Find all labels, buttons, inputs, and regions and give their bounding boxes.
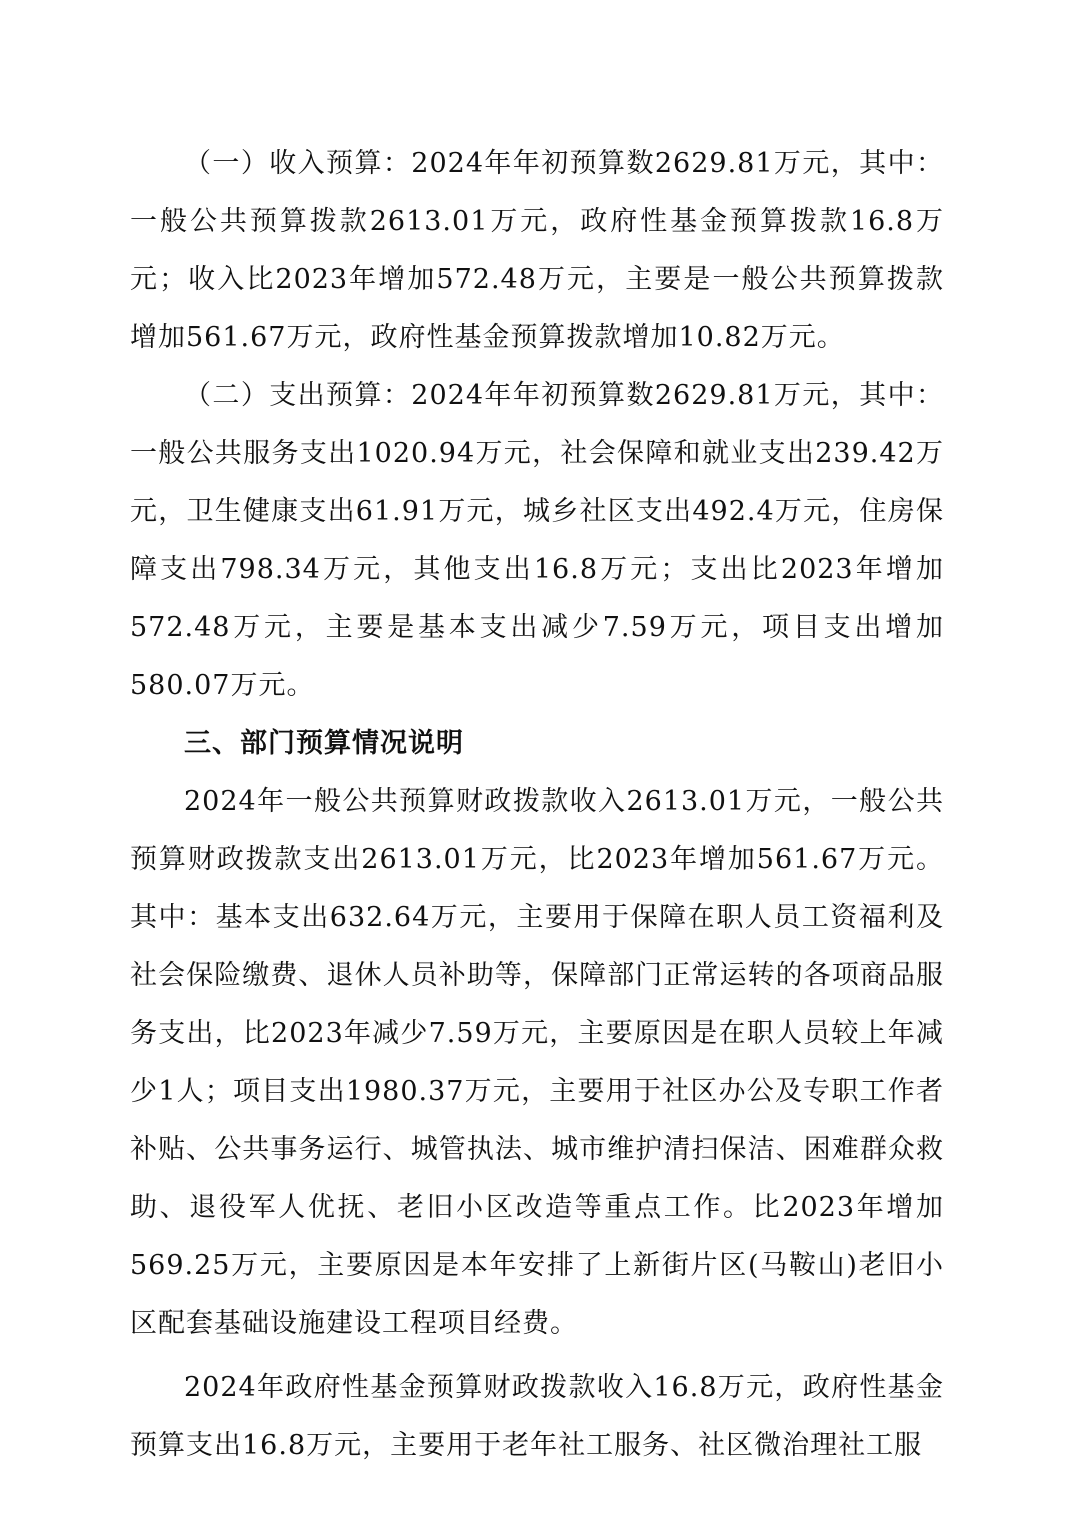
expense-budget-paragraph: （二）支出预算：2024年年初预算数2629.81万元，其中：一般公共服务支出1020.94万元，社会保障和就业支出239.42万元，卫生健康支出61.91万元，城乡社区支出492.4万元，住房保障支出798.34万元，其他支出16.8万元；支出比2023年增加572.48万元，主要是基本支出减少7.59万元，项目支出增加580.07万元。 <box>130 380 944 701</box>
section-heading: 三、部门预算情况说明 <box>184 728 464 759</box>
income-budget-paragraph: （一）收入预算：2024年年初预算数2629.81万元，其中：一般公共预算拨款2613.01万元，政府性基金预算拨款16.8万元；收入比2023年增加572.48万元，主要是一般公共预算拨款增加561.67万元，政府性基金预算拨款增加10.82万元。 <box>130 148 944 353</box>
document-body <box>130 135 944 1475</box>
general-budget-paragraph: 2024年一般公共预算财政拨款收入2613.01万元，一般公共预算财政拨款支出2613.01万元，比2023年增加561.67万元。其中：基本支出632.64万元，主要用于保障在职人员工资福利及社会保险缴费、退休人员补助等，保障部门正常运转的各项商品服务支出，比2023年减少7.59万元，主要原因是在职人员较上年减少1人；项目支出1980.37万元，主要用于社区办公及专职工作者补贴、公共事务运行、城管执法、城市维护清扫保洁、困难群众救助、退役军人优抚、老旧小区改造等重点工作。比2023年增加569.25万元，主要原因是本年安排了上新街片区(马鞍山)老旧小区配套基础设施建设工程项目经费。 <box>130 786 944 1339</box>
fund-budget-paragraph: 2024年政府性基金预算财政拨款收入16.8万元，政府性基金预算支出16.8万元，主要用于老年社工服务、社区微治理社工服 <box>130 1372 944 1461</box>
